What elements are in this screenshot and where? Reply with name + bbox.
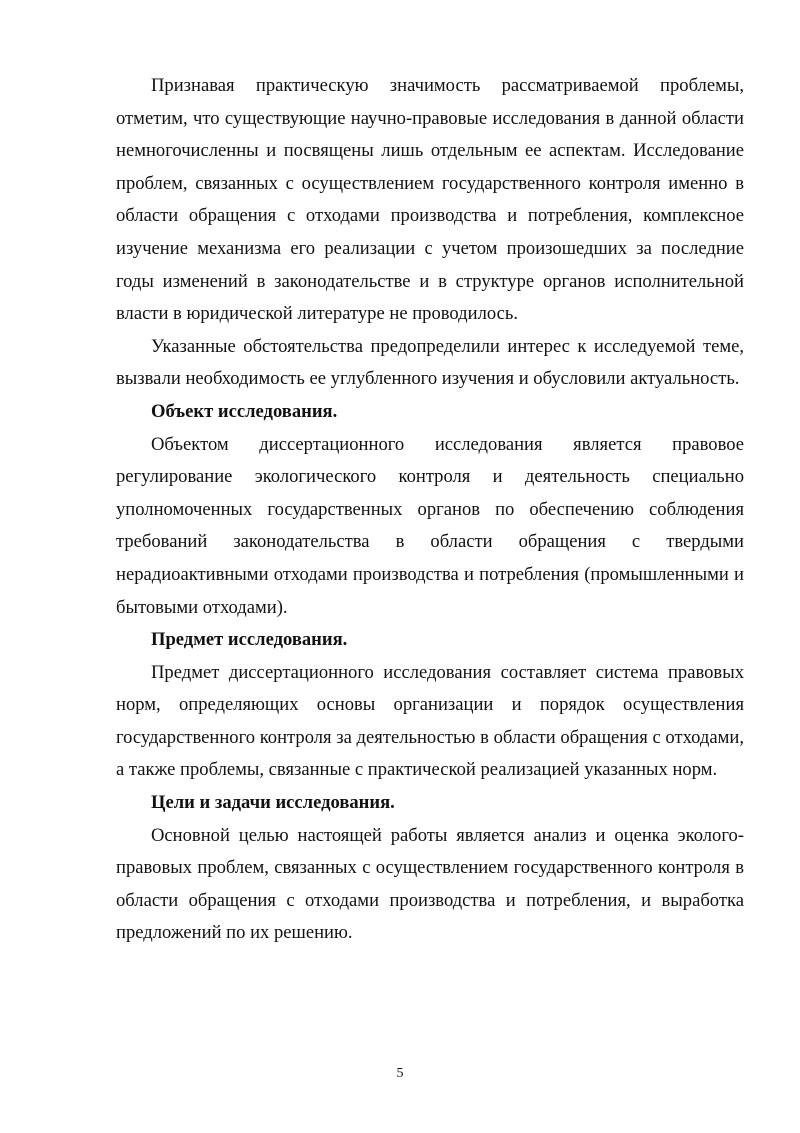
document-body — [116, 70, 744, 950]
paragraph-subject: Предмет диссертационного исследования составляет система правовых норм, определяющих основы организации и порядок осуществления государственного контроля за деятельностью в области обращения с отходами, а также проблемы, связанные с практической реализацией указанных норм. — [116, 661, 744, 781]
heading-goals: Цели и задачи исследования. — [151, 792, 395, 814]
paragraph-relevance: Указанные обстоятельства предопределили интерес к исследуемой теме, вызвали необходимость ее углубленного изучения и обусловили актуальность. — [116, 335, 744, 390]
paragraph-object: Объектом диссертационного исследования является правовое регулирование экологического контроля и деятельность специально уполномоченных государственных органов по обеспечению соблюдения требований законодательства в области обращения с твердыми нерадиоактивными отходами производства и потребления (промышленными и бытовыми отходами). — [116, 433, 744, 618]
heading-subject: Предмет исследования. — [151, 629, 348, 651]
page-number: 5 — [396, 1066, 404, 1081]
paragraph-significance: Признавая практическую значимость рассматриваемой проблемы, отметим, что существующие научно-правовые исследования в данной области немногочисленны и посвящены лишь отдельным ее аспектам. Исследование проблем, связанных с осуществлением государственного контроля именно в области обращения с отходами производства и потребления, комплексное изучение механизма его реализации с учетом произошедших за последние годы изменений в законодательстве и в структуре органов исполнительной власти в юридической литературе не проводилось. — [116, 75, 744, 325]
paragraph-goals: Основной целью настоящей работы является анализ и оценка эколого-правовых проблем, связанных с осуществлением государственного контроля в области обращения с отходами производства и потребления, и выработка предложений по их решению. — [116, 824, 744, 944]
heading-object: Объект исследования. — [151, 400, 338, 422]
